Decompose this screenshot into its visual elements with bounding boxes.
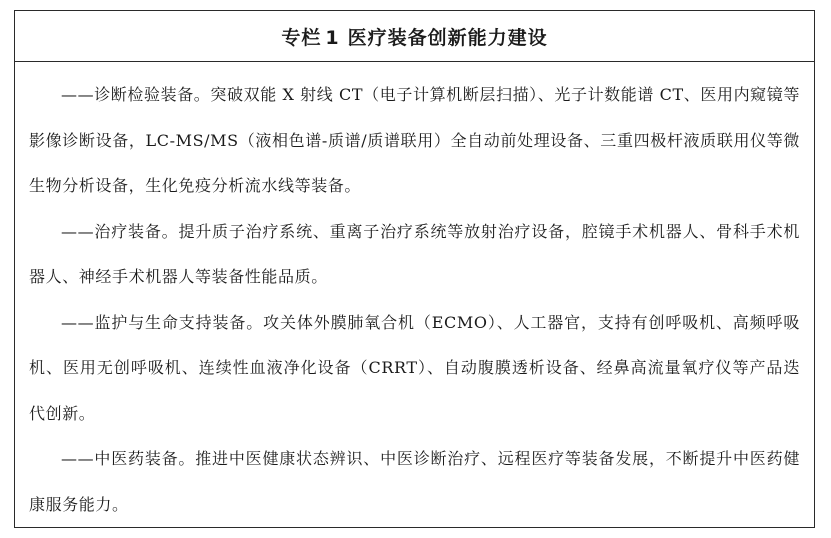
title-prefix: 专栏: [281, 26, 322, 49]
paragraph-lead: ——治疗装备。: [61, 221, 179, 241]
paragraph-lead: ——监护与生命支持装备。: [61, 312, 264, 332]
paragraph-lead: ——诊断检验装备。: [61, 85, 211, 104]
box-content: [15, 62, 814, 527]
paragraph-body: 突破双能 X 射线 CT（电子计算机断层扫描）、光子计数能谱 CT、医用内窥镜等影像诊断设备，LC-MS/MS（液相色谱-质谱/质谱联用）全自动前处理设备、三重四极杆液质联用仪等微生物分析设备，生化免疫分析流水线等装备。: [29, 85, 800, 195]
sidebar-box: [14, 10, 815, 528]
paragraph-body: 攻关体外膜肺氧合机（ECMO）、人工器官，支持有创呼吸机、高频呼吸机、医用无创呼吸机、连续性血液净化设备（CRRT）、自动腹膜透析设备、经鼻高流量氧疗仪等产品迭代创新。: [29, 312, 800, 423]
title-bar: [15, 11, 814, 62]
paragraph-tcm: [29, 436, 800, 527]
title-number: 1: [325, 26, 340, 49]
paragraph-body: 推进中医健康状态辨识、中医诊断治疗、远程医疗等装备发展，不断提升中医药健康服务能力。: [29, 449, 800, 514]
paragraph-treatment: [29, 209, 800, 300]
paragraph-life-support: [29, 300, 800, 437]
title-text: 医疗装备创新能力建设: [347, 26, 548, 49]
paragraph-lead: ——中医药装备。: [61, 449, 196, 468]
paragraph-diagnostic: [29, 72, 800, 209]
paragraph-body: 提升质子治疗系统、重离子治疗系统等放射治疗设备，腔镜手术机器人、骨科手术机器人、神经手术机器人等装备性能品质。: [29, 221, 801, 286]
box-title: [281, 23, 547, 50]
